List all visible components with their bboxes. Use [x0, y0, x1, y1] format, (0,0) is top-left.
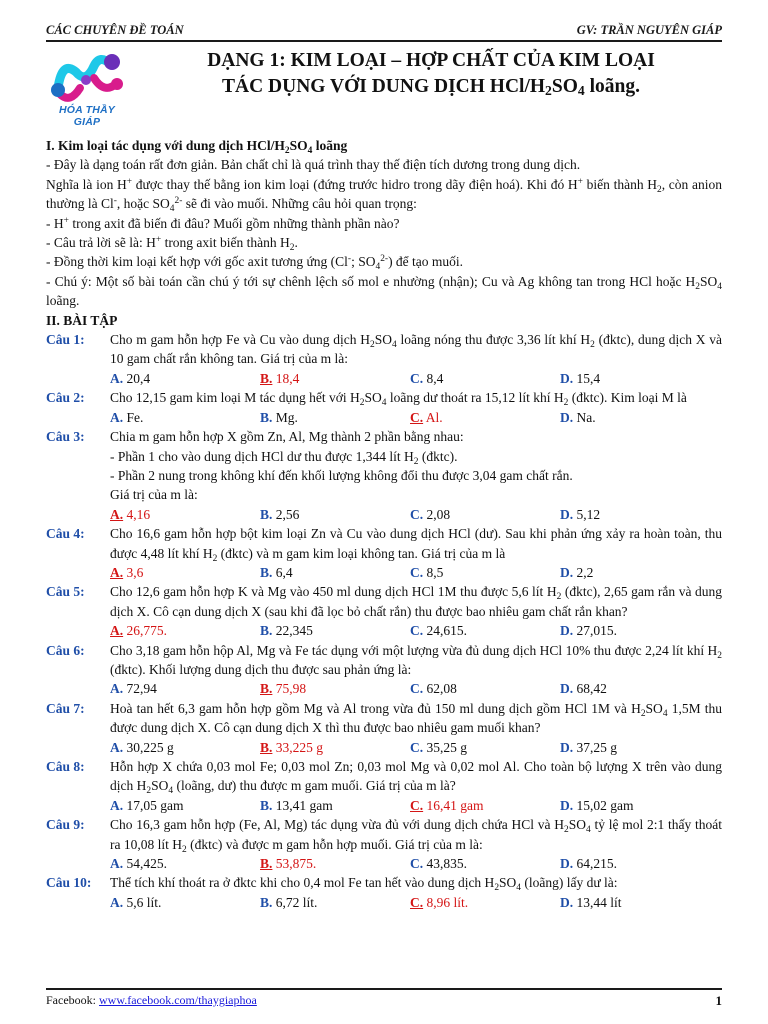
option-letter: B. [260, 739, 273, 755]
answer-option [260, 563, 410, 582]
question-item [46, 699, 722, 757]
option-text: 2,56 [272, 506, 300, 522]
option-letter: B. [260, 894, 273, 910]
option-text: 20,4 [123, 370, 151, 386]
question-row [46, 873, 722, 892]
answer-option [560, 893, 710, 912]
answer-option [110, 893, 260, 912]
answer-options [46, 679, 722, 698]
question-list [46, 330, 722, 912]
option-text: 2,08 [423, 506, 451, 522]
option-text: 53,875. [272, 856, 317, 872]
question-item [46, 388, 722, 427]
answer-option [410, 854, 560, 873]
question-row [46, 388, 722, 407]
question-row [46, 757, 722, 796]
option-text: 35,25 g [423, 739, 467, 755]
question-text: Hoà tan hết 6,3 gam hỗn hợp gồm Mg và Al trong vừa đủ 150 ml dung dịch gồm HCl 1M và $H_2SO_4$ 1,5M thu được dung dịch X. Cô cạn dung dịch X thì thu được bao nhiêu gam muối khan? [110, 700, 722, 736]
answer-option [410, 563, 560, 582]
option-letter: C. [410, 623, 424, 639]
answer-option [560, 738, 710, 757]
option-letter: A. [110, 623, 124, 639]
option-text: 62,08 [423, 681, 457, 697]
answer-option [560, 679, 710, 698]
option-text: 17,05 gam [123, 797, 184, 813]
answer-option [560, 408, 710, 427]
answer-option-correct [260, 854, 410, 873]
logo-caption: HÓA THẦY GIÁP [58, 104, 116, 128]
option-letter: D. [560, 856, 574, 872]
option-text: 4,16 [123, 506, 151, 522]
option-letter: A. [110, 797, 124, 813]
section-2-heading: II. BÀI TẬP [46, 312, 118, 328]
option-text: 8,4 [423, 370, 444, 386]
section-1-line: - Chú ý: Một số bài toán cần chú ý tới sự chênh lệch số mol e nhường (nhận); Cu và Ag không tan trong HCl hoặc $H_2SO_4$ loãng. [46, 273, 722, 309]
question-text: Chia m gam hỗn hợp X gồm Zn, Al, Mg thành 2 phần bằng nhau: - Phần 1 cho vào dung dịch HCl dư thu được 1,344 lít $H_2$ (đktc). - Phần 2 nung trong không khí đến khối lượng không đổi thu được 3,04 gam chất rắn. Giá trị của m là: [110, 427, 722, 505]
page-title [140, 48, 722, 100]
option-letter: B. [260, 623, 273, 639]
option-letter: D. [560, 506, 574, 522]
question-item [46, 427, 722, 524]
footer-label: Facebook: [46, 993, 99, 1007]
question-label: Câu 10: [46, 875, 92, 891]
answer-option-correct [410, 408, 560, 427]
option-letter: A. [110, 564, 124, 580]
option-text: Fe. [123, 409, 144, 425]
option-text: Mg. [272, 409, 298, 425]
option-text: 37,25 g [573, 739, 617, 755]
question-row [46, 815, 722, 854]
answer-option-correct [260, 679, 410, 698]
footer-facebook [46, 993, 257, 1009]
answer-options [46, 369, 722, 388]
section-1-line: - Câu trả lời sẽ là: H+ trong axit biến thành $H_2$. [46, 235, 298, 254]
question-label: Câu 8: [46, 759, 85, 774]
logo [46, 44, 128, 128]
answer-option [410, 505, 560, 524]
question-label: Câu 7: [46, 700, 85, 716]
answer-option [110, 796, 260, 815]
answer-option [410, 621, 560, 640]
option-letter: B. [260, 409, 273, 425]
question-row [46, 699, 722, 738]
answer-option [260, 796, 410, 815]
option-letter: C. [410, 797, 424, 813]
option-letter: B. [260, 681, 273, 697]
answer-option-correct [260, 738, 410, 757]
question-subline: - Phần 2 nung trong không khí đến khối lượng không đổi thu được 3,04 gam chất rắn. [110, 467, 573, 483]
answer-option [560, 796, 710, 815]
option-text: 16,41 gam [423, 797, 484, 813]
option-letter: B. [260, 797, 273, 813]
question-row [46, 641, 722, 680]
logo-molecule-icon [46, 44, 128, 110]
question-item [46, 524, 722, 582]
question-text: Cho 12,15 gam kim loại M tác dụng hết với $H_2SO_4$ loãng dư thoát ra 15,12 lít khí $H_2$ (đktc). Kim loại M là [110, 390, 687, 409]
option-text: Al. [423, 409, 443, 425]
option-letter: B. [260, 856, 273, 872]
section-1-text [46, 155, 722, 310]
option-text: 8,5 [423, 564, 444, 580]
option-letter: B. [260, 564, 273, 580]
option-letter: B. [260, 370, 273, 386]
question-label: Câu 3: [46, 429, 85, 445]
section-1-heading: I. Kim loại tác dụng với dung dịch HCl/$H_2SO_4$ loãng [46, 138, 348, 156]
answer-option [110, 854, 260, 873]
question-row [46, 427, 722, 505]
question-row [46, 582, 722, 621]
answer-option [410, 369, 560, 388]
answer-option [560, 854, 710, 873]
facebook-link[interactable]: www.facebook.com/thaygiaphoa [99, 993, 257, 1007]
option-text: 3,6 [123, 564, 144, 580]
option-letter: D. [560, 370, 574, 386]
answer-options [46, 893, 722, 912]
option-text: 33,225 g [272, 739, 324, 755]
option-letter: D. [560, 681, 574, 697]
question-text: Cho 16,3 gam hỗn hợp (Fe, Al, Mg) tác dụng vừa đủ với dung dịch chứa HCl và $H_2SO_4$ tỷ lệ mol 2:1 thấy thoát ra 10,08 lít $H_2$ (đktc) và được m gam hỗn hợp muối. Giá trị của m là: [110, 817, 723, 855]
document-body [46, 136, 722, 912]
option-letter: C. [410, 856, 424, 872]
option-letter: C. [410, 681, 424, 697]
page-number: 1 [715, 993, 722, 1008]
option-letter: A. [110, 409, 124, 425]
answer-option-correct [410, 796, 560, 815]
option-letter: D. [560, 623, 574, 639]
answer-option [110, 369, 260, 388]
answer-option [560, 563, 710, 582]
section-1-line: - H+ trong axit đã biến đi đâu? Muối gồm những thành phần nào? [46, 215, 400, 231]
option-text: 6,4 [272, 564, 293, 580]
option-text: Na. [573, 409, 596, 425]
option-letter: A. [110, 370, 124, 386]
option-text: 54,425. [123, 856, 167, 872]
answer-option [560, 505, 710, 524]
option-text: 30,225 g [123, 739, 174, 755]
question-label: Câu 1: [46, 332, 85, 348]
answer-option-correct [110, 505, 260, 524]
option-text: 64,215. [573, 856, 617, 872]
option-letter: C. [410, 506, 424, 522]
option-text: 6,72 lít. [272, 894, 318, 910]
answer-option [260, 408, 410, 427]
question-label: Câu 6: [46, 642, 85, 658]
question-row [46, 524, 722, 563]
option-text: 68,42 [573, 681, 607, 697]
option-letter: C. [410, 894, 424, 910]
option-letter: A. [110, 506, 124, 522]
title-line-1: DẠNG 1: KIM LOẠI – HỢP CHẤT CỦA KIM LOẠI [207, 50, 655, 71]
question-subline: - Phần 1 cho vào dung dịch HCl dư thu được 1,344 lít $H_2$ (đktc). [110, 448, 458, 467]
option-text: 18,4 [272, 370, 300, 386]
option-text: 13,41 gam [272, 797, 333, 813]
section-1-line: - Đây là dạng toán rất đơn giản. Bản chất chỉ là quá trình thay thế điện tích dương trong dung dịch. [46, 157, 581, 173]
question-label: Câu 5: [46, 584, 85, 600]
question-text: Cho 16,6 gam hỗn hợp bột kim loại Zn và Cu vào dung dịch HCl (dư). Sau khi phản ứng xảy ra hoàn toàn, thu được 4,48 lít khí $H_2$ (đktc) và m gam kim loại không tan. Giá trị của m là [110, 526, 722, 564]
answer-options [46, 563, 722, 582]
option-text: 22,345 [272, 623, 313, 639]
option-text: 75,98 [272, 681, 307, 697]
question-label: Câu 2: [46, 390, 85, 406]
answer-option-correct [410, 893, 560, 912]
page-header [46, 20, 722, 42]
question-item [46, 873, 722, 912]
option-letter: D. [560, 797, 574, 813]
answer-options [46, 854, 722, 873]
option-letter: C. [410, 564, 424, 580]
question-label: Câu 4: [46, 526, 85, 542]
answer-options [46, 796, 722, 815]
question-item [46, 582, 722, 640]
question-item [46, 330, 722, 388]
header-left: CÁC CHUYÊN ĐỀ TOÁN [46, 23, 184, 37]
answer-option [260, 893, 410, 912]
question-row [46, 330, 722, 369]
answer-option-correct [260, 369, 410, 388]
option-letter: D. [560, 739, 574, 755]
question-text: Thể tích khí thoát ra ở đktc khi cho 0,4 mol Fe tan hết vào dung dịch $H_2SO_4$ (loãng) lấy dư là: [110, 875, 618, 894]
answer-option [110, 738, 260, 757]
option-letter: C. [410, 370, 424, 386]
option-text: 43,835. [423, 856, 467, 872]
option-letter: C. [410, 409, 424, 425]
question-text: Cho 12,6 gam hỗn hợp K và Mg vào 450 ml dung dịch HCl 1M thu được 5,6 lít $H_2$ (đktc), 2,65 gam rắn và dung dịch X. Cô cạn dung dịch X (sau khi đã lọc bỏ chất rắn) thu được bao nhiêu gam chất rắn khan? [110, 584, 722, 619]
option-text: 8,96 lít. [423, 894, 469, 910]
option-text: 5,6 lít. [123, 894, 162, 910]
answer-option-correct [110, 563, 260, 582]
option-text: 72,94 [123, 681, 157, 697]
option-letter: A. [110, 856, 124, 872]
question-text: Cho m gam hỗn hợp Fe và Cu vào dung dịch $H_2SO_4$ loãng nóng thu được 3,36 lít khí $H_2$ (đktc), dung dịch X và 10 gam chất rắn không tan. Giá trị của m là: [110, 332, 722, 367]
answer-option-correct [110, 621, 260, 640]
answer-option [260, 621, 410, 640]
question-text: Cho 3,18 gam hỗn hộp Al, Mg và Fe tác dụng với một lượng vừa đủ dung dịch HCl 10% thu được 2,24 lít khí $H_2$ (đktc). Khối lượng dung dịch thu được sau phản ứng là: [110, 642, 722, 677]
section-1-line: Nghĩa là ion H+ được thay thế bằng ion kim loại (đứng trước hidro trong dãy điện hoá). Khi đó H+ biến thành $H_2$, còn anion thường là Cl-, hoặc $SO_4^{2-}$ sẽ đi vào muối. Những câu hỏi quan trọng: [46, 176, 722, 215]
answer-option [110, 408, 260, 427]
option-letter: A. [110, 739, 124, 755]
section-1-line: - Đồng thời kim loại kết hợp với gốc axit tương ứng (Cl-; $SO_4^{2-}$) để tạo muối. [46, 254, 464, 273]
answer-option [410, 679, 560, 698]
option-letter: D. [560, 409, 574, 425]
answer-option [410, 738, 560, 757]
option-text: 15,02 gam [573, 797, 634, 813]
option-letter: D. [560, 894, 574, 910]
answer-option [110, 679, 260, 698]
option-text: 26,775. [123, 623, 167, 639]
header-right: GV: TRẦN NGUYÊN GIÁP [576, 23, 722, 37]
answer-options [46, 738, 722, 757]
answer-options [46, 505, 722, 524]
option-letter: D. [560, 564, 574, 580]
question-item [46, 815, 722, 873]
answer-options [46, 621, 722, 640]
page-footer [46, 988, 722, 1009]
option-letter: A. [110, 681, 124, 697]
answer-option [560, 369, 710, 388]
answer-options [46, 408, 722, 427]
option-text: 13,44 lít [573, 894, 622, 910]
option-letter: B. [260, 506, 273, 522]
question-item [46, 757, 722, 815]
question-text: Hỗn hợp X chứa 0,03 mol Fe; 0,03 mol Zn; 0,03 mol Mg và 0,02 mol Al. Cho toàn bộ lượng X trên vào dung dịch $H_2SO_4$ (loãng, dư) thu được m gam muối. Giá trị của m là? [110, 759, 722, 797]
question-subline: Giá trị của m là: [110, 487, 198, 503]
question-item [46, 641, 722, 699]
title-line-2: TÁC DỤNG VỚI DUNG DỊCH HCl/$H_2SO_4$ loãng. [222, 76, 640, 98]
question-label: Câu 9: [46, 817, 85, 833]
option-text: 24,615. [423, 623, 467, 639]
answer-option [260, 505, 410, 524]
answer-option [560, 621, 710, 640]
option-text: 2,2 [573, 564, 594, 580]
option-text: 15,4 [573, 370, 601, 386]
option-text: 27,015. [573, 623, 617, 639]
option-letter: A. [110, 894, 124, 910]
option-letter: C. [410, 739, 424, 755]
option-text: 5,12 [573, 506, 601, 522]
